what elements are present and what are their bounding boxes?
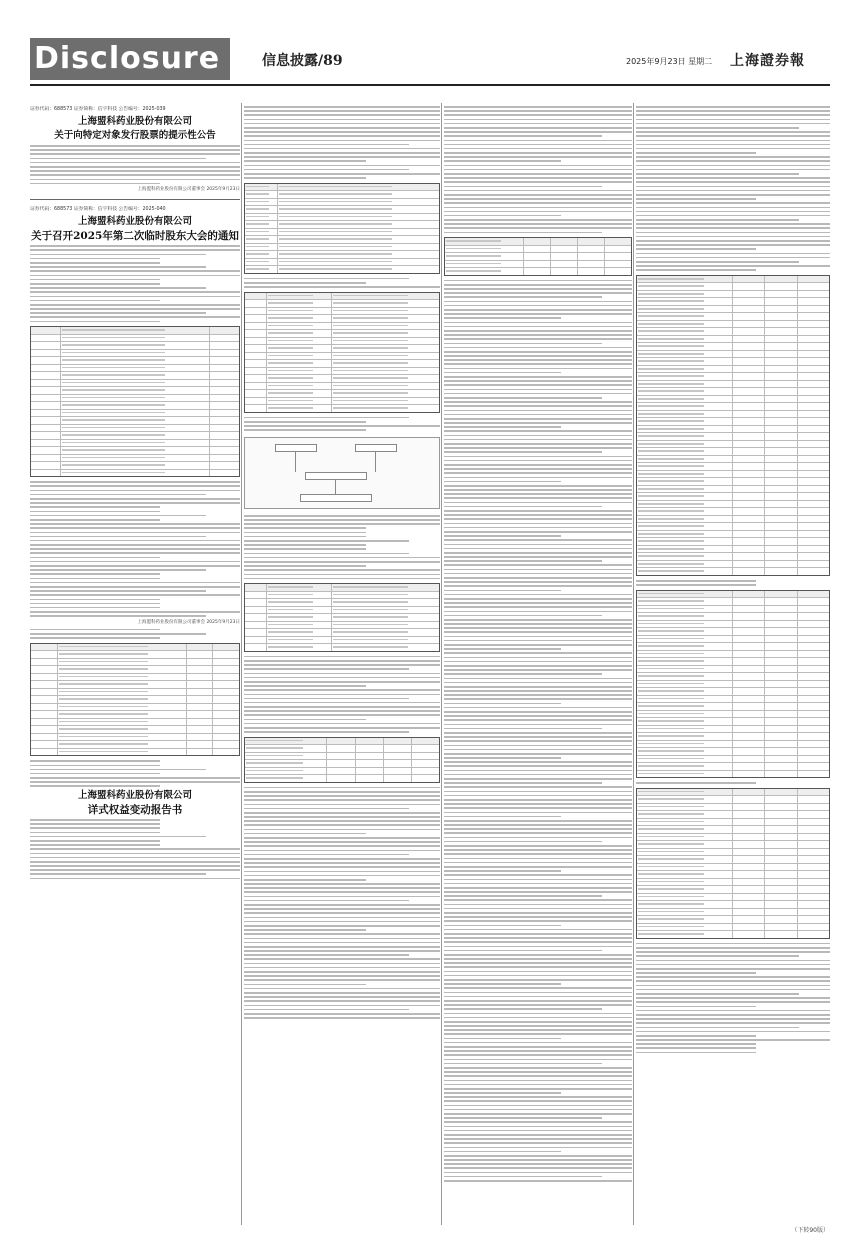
continuation-note: （下转90版） <box>791 1227 829 1234</box>
body-text <box>636 943 830 1053</box>
body-text <box>244 656 440 733</box>
body-text <box>30 629 240 639</box>
body-text <box>636 782 830 784</box>
balance-sheet-table <box>636 275 830 576</box>
separator <box>30 199 240 200</box>
body-text <box>444 280 632 1182</box>
body-text <box>244 278 440 288</box>
income-statement-table <box>636 590 830 779</box>
signoff: 上海盟科药业股份有限公司董事会 2025年9月23日 <box>137 619 240 625</box>
body-text <box>30 245 240 322</box>
column-divider <box>241 103 242 1225</box>
column-4 <box>636 103 830 1056</box>
company-name: 上海盟科药业股份有限公司 <box>77 116 192 127</box>
announcement-title: 关于向特定对象发行股票的提示性公告 <box>54 130 216 141</box>
column-2 <box>244 103 440 1022</box>
stock-info-line: 证券代码：688573 证券简称：信宇科技 公告编号：2025-039 <box>30 107 166 112</box>
shareholding-change-table <box>244 737 440 783</box>
share-structure-table <box>444 237 632 276</box>
body-text <box>636 580 830 586</box>
body-text <box>244 787 440 1019</box>
body-text <box>244 417 440 431</box>
column-1 <box>30 103 240 882</box>
column-divider <box>633 103 634 1225</box>
equity-structure-diagram <box>244 437 440 509</box>
body-text <box>244 106 440 179</box>
body-text <box>30 760 240 787</box>
agenda-table <box>30 326 240 477</box>
announcement-title: 详式权益变动报告书 <box>87 804 183 817</box>
column-divider <box>441 103 442 1225</box>
disclosure-logo: Disclosure <box>30 38 230 80</box>
body-text <box>30 145 240 184</box>
masthead <box>30 38 830 86</box>
company-name: 上海盟科药业股份有限公司 <box>77 790 192 802</box>
cash-flow-table <box>636 788 830 939</box>
announcement-title: 关于召开2025年第二次临时股东大会的通知 <box>31 230 239 243</box>
body-text <box>636 106 830 271</box>
proxy-table <box>30 643 240 757</box>
section-title: 信息披露/89 <box>262 53 343 69</box>
shareholder-table <box>244 183 440 274</box>
company-name: 上海盟科药业股份有限公司 <box>77 216 192 228</box>
body-text <box>30 481 240 617</box>
issue-date: 2025年9月23日 星期二 <box>626 57 713 66</box>
body-text <box>244 515 440 579</box>
column-3 <box>444 103 632 1185</box>
body-text <box>444 106 632 233</box>
investor-table <box>244 292 440 413</box>
related-party-table <box>244 583 440 652</box>
body-text <box>30 819 240 879</box>
signoff: 上海盟科药业股份有限公司董事会 2025年9月23日 <box>137 187 240 193</box>
stock-info-line: 证券代码：688573 证券简称：信宇科技 公告编号：2025-040 <box>30 207 166 213</box>
newspaper-name: 上海證券報 <box>730 53 805 69</box>
